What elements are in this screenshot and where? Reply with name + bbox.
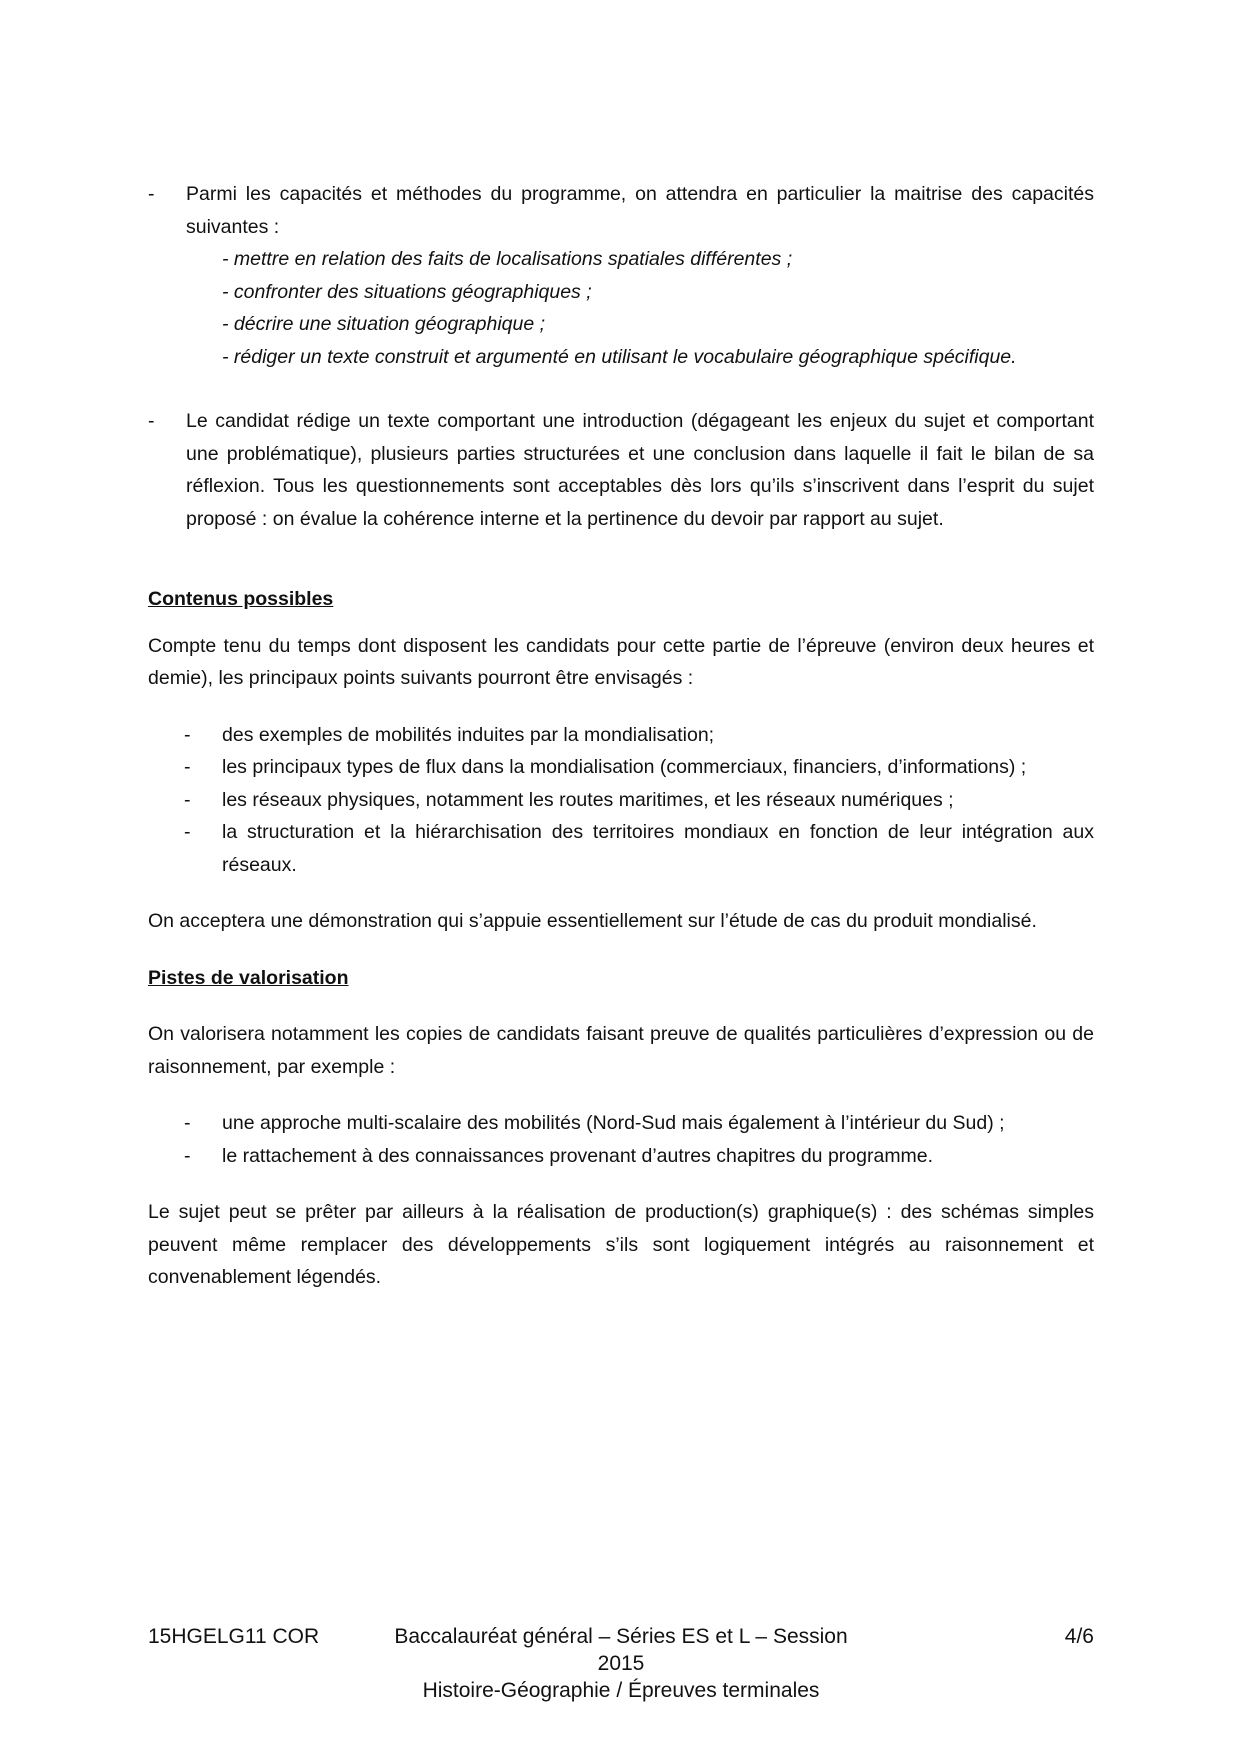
- sub-item: - confronter des situations géographiques ;: [222, 280, 592, 303]
- dash-marker: -: [184, 756, 191, 778]
- footer-code: 15HGELG11 COR: [148, 1625, 320, 1648]
- pistes-intro: On valorisera notamment les copies de candidats faisant preuve de qualités particulières d’expression ou de raisonnement, par exemple :: [148, 1023, 1094, 1078]
- section-heading-contenus: Contenus possibles: [148, 588, 334, 610]
- dash-marker: -: [184, 1144, 191, 1167]
- page-number: 4/6: [1064, 1625, 1094, 1648]
- dash-marker: -: [184, 788, 191, 811]
- contenus-outro: On acceptera une démonstration qui s’appuie essentiellement sur l’étude de cas du produit mondialisé.: [148, 910, 1037, 932]
- document-body: [148, 178, 1094, 1294]
- footer-line-2: Histoire-Géographie / Épreuves terminales: [422, 1679, 820, 1702]
- bullet-text: Parmi les capacités et méthodes du programme, on attendra en particulier la maitrise des capacités suivantes :: [186, 183, 1094, 238]
- sub-item: - mettre en relation des faits de localisations spatiales différentes ;: [222, 248, 793, 270]
- contenus-list: [148, 719, 1094, 882]
- bullet-candidat: [148, 405, 1094, 535]
- dash-marker: -: [184, 1112, 191, 1134]
- pistes-outro: Le sujet peut se prêter par ailleurs à la réalisation de production(s) graphique(s) : des schémas simples peuvent même remplacer des développements s’ils sont logiquement intégrés au raisonnement et convenablement légendés.: [148, 1201, 1094, 1288]
- footer-line-1: Baccalauréat général – Séries ES et L – Session 2015: [394, 1625, 848, 1675]
- list-item: - des exemples de mobilités induites par la mondialisation;: [184, 719, 1094, 752]
- list-item: - une approche multi-scalaire des mobilités (Nord-Sud mais également à l’intérieur du Sud) ;: [184, 1107, 1094, 1140]
- list-item: - la structuration et la hiérarchisation des territoires mondiaux en fonction de leur intégration aux réseaux.: [184, 816, 1094, 881]
- bullet-text: Le candidat rédige un texte comportant une introduction (dégageant les enjeux du sujet et comportant une problématique), plusieurs parties structurées et une conclusion dans laquelle il fait le bilan de sa réflexion. Tous les questionnements sont acceptables dès lors qu’ils s’inscrivent dans l’esprit du sujet proposé : on évalue la cohérence interne et la pertinence du devoir par rapport au sujet.: [186, 410, 1094, 530]
- list-item: - le rattachement à des connaissances provenant d’autres chapitres du programme.: [184, 1140, 1094, 1173]
- dash-marker: -: [148, 410, 155, 432]
- section-heading-pistes: Pistes de valorisation: [148, 966, 349, 989]
- sub-item: - rédiger un texte construit et argumenté en utilisant le vocabulaire géographique spécifique.: [222, 345, 1017, 368]
- dash-marker: -: [184, 723, 191, 746]
- bullet-capacites: [148, 178, 1094, 373]
- pistes-list: [148, 1107, 1094, 1172]
- list-item: - les principaux types de flux dans la mondialisation (commerciaux, financiers, d’informations) ;: [184, 751, 1094, 784]
- contenus-intro: Compte tenu du temps dont disposent les candidats pour cette partie de l’épreuve (environ deux heures et demie), les principaux points suivants pourront être envisagés :: [148, 634, 1094, 689]
- sub-item: - décrire une situation géographique ;: [222, 313, 546, 335]
- list-item: - les réseaux physiques, notamment les routes maritimes, et les réseaux numériques ;: [184, 784, 1094, 817]
- footer-title: [386, 1623, 856, 1704]
- dash-marker: -: [184, 821, 191, 843]
- dash-marker: -: [148, 183, 155, 205]
